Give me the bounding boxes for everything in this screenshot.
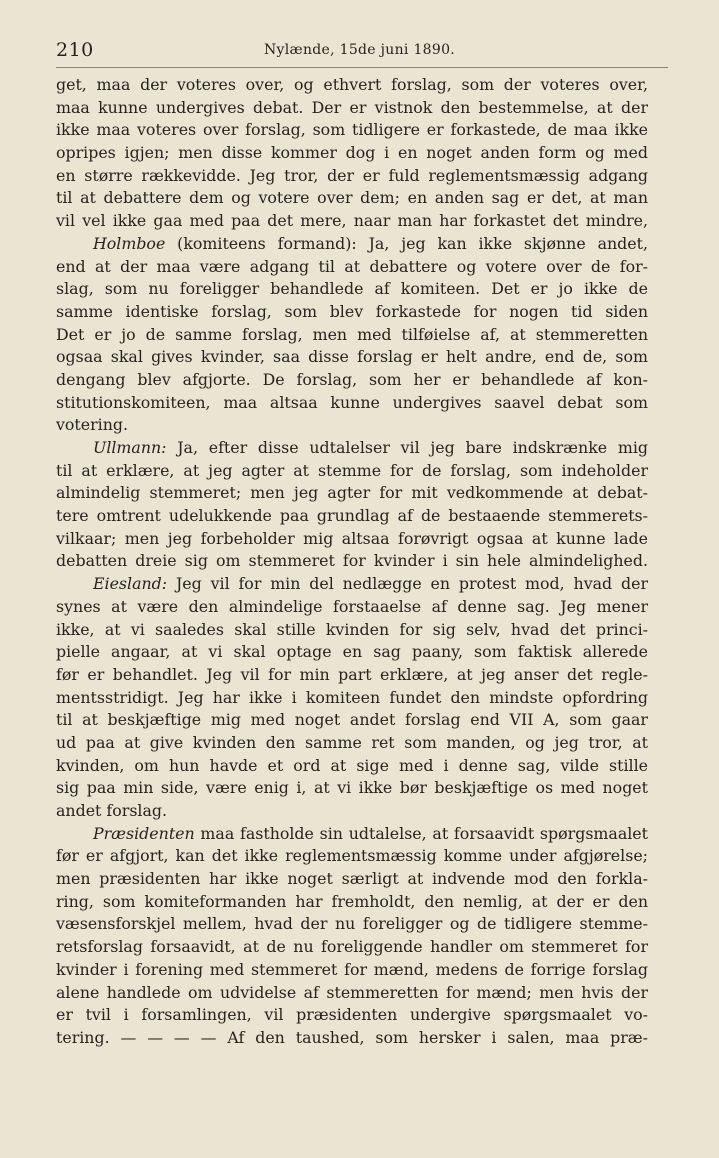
speaker-line xyxy=(56,437,648,460)
text-line xyxy=(56,256,648,279)
line-text: ikke maa voteres over forslag, som tidligere er forkastede, de maa ikke xyxy=(56,120,648,140)
line-text: pielle angaar, at vi skal optage en sag paany, som faktisk allerede xyxy=(56,642,648,662)
speaker-line xyxy=(56,823,648,846)
line-text: tere omtrent udelukkende paa grundlag af de bestaaende stemmerets- xyxy=(56,506,648,526)
line-text: opripes igjen; men disse kommer dog i en noget anden form og med xyxy=(56,143,648,163)
text-line xyxy=(56,982,648,1005)
running-title: Nylænde, 15de juni 1890. xyxy=(263,42,456,58)
text-line xyxy=(56,482,648,505)
text-line xyxy=(56,1027,648,1050)
line-text: vil vel ikke gaa med paa det mere, naar man har forkastet det mindre, xyxy=(56,211,648,231)
line-text: alene handlede om udvidelse af stemmeretten for mænd; men hvis der xyxy=(56,982,648,1002)
text-line xyxy=(56,913,648,936)
text-line xyxy=(56,800,648,823)
line-text: stitutionskomiteen, maa altsaa kunne undergives saavel debat som xyxy=(56,392,648,412)
line-text: andet forslag. xyxy=(56,801,168,820)
line-text: debatten dreie sig om stemmeret for kvinder i sin hele almindelighed. xyxy=(56,551,648,571)
text-line xyxy=(56,278,648,301)
text-line xyxy=(56,460,648,483)
text-line xyxy=(56,777,648,800)
text-line xyxy=(56,709,648,732)
text-line xyxy=(56,210,648,233)
text-line xyxy=(56,392,648,415)
text-line xyxy=(56,664,648,687)
body-text xyxy=(56,74,648,1050)
text-line xyxy=(56,891,648,914)
text-line xyxy=(56,369,648,392)
line-text: væsensforskjel mellem, hvad der nu foreligger og de tidligere stemme- xyxy=(56,914,648,934)
line-text: retsforslag forsaavidt, at de nu foreliggende handler om stemmeret for xyxy=(56,937,648,957)
line-text: votering. xyxy=(56,415,129,435)
line-text: er tvil i forsamlingen, vil præsidenten undergive spørgsmaalet vo- xyxy=(56,1005,648,1025)
line-text: almindelig stemmeret; men jeg agter for mit vedkommende at debat- xyxy=(56,483,648,503)
line-text: get, maa der voteres over, og ethvert forslag, som der voteres over, xyxy=(56,75,648,94)
line-text: sig paa min side, være enig i, at vi ikke bør beskjæftige os med noget xyxy=(56,778,648,798)
text-line xyxy=(56,505,648,528)
text-line xyxy=(56,596,648,619)
speaker-line xyxy=(56,573,648,596)
line-text: vilkaar; men jeg forbeholder mig altsaa forøvrigt ogsaa at kunne lade xyxy=(56,528,648,548)
line-text: kvinden, om hun havde et ord at sige med i denne sag, vilde stille xyxy=(56,755,648,775)
line-text: tering. — — — — Af den taushed, som hersker i salen, maa præ- xyxy=(56,1027,648,1047)
line-text: Ja, efter disse udtalelser vil jeg bare indskrænke mig xyxy=(166,438,648,457)
line-text: ogsaa skal gives kvinder, saa disse forslag er helt andre, end de, som xyxy=(56,347,648,367)
page-number: 210 xyxy=(56,39,94,61)
line-text: til at beskjæftige mig med noget andet forslag end VII A, som gaar xyxy=(56,710,648,730)
text-line xyxy=(56,619,648,642)
line-text: end at der maa være adgang til at debattere og votere over de for- xyxy=(56,256,648,276)
line-text: synes at være den almindelige forstaaelse af denne sag. Jeg mener xyxy=(56,596,648,616)
text-line xyxy=(56,1004,648,1027)
line-text: maa kunne undergives debat. Der er vistnok den bestemmelse, at der xyxy=(56,97,648,117)
text-line xyxy=(56,641,648,664)
speaker-name: Eiesland: xyxy=(93,574,168,594)
speaker-line xyxy=(56,233,648,256)
line-text: Jeg vil for min del nedlægge en protest mod, hvad der xyxy=(167,574,648,594)
line-text: mentsstridigt. Jeg har ikke i komiteen fundet den mindste opfordring xyxy=(56,687,648,707)
line-text: til at erklære, at jeg agter at stemme for de forslag, som indeholder xyxy=(56,460,648,480)
line-text: Det er jo de samme forslag, men med tilføielse af, at stemmeretten xyxy=(56,324,648,344)
text-line xyxy=(56,528,648,551)
line-text: dengang blev afgjorte. De forslag, som her er behandlede af kon- xyxy=(56,369,648,389)
text-line xyxy=(56,755,648,778)
line-text: før er behandlet. Jeg vil for min part erklære, at jeg anser det regle- xyxy=(56,664,648,684)
text-line xyxy=(56,165,648,188)
text-line xyxy=(56,74,648,97)
text-line xyxy=(56,346,648,369)
text-line xyxy=(56,301,648,324)
text-line xyxy=(56,868,648,891)
speaker-name: Ullmann: xyxy=(93,438,167,457)
text-line xyxy=(56,936,648,959)
text-line xyxy=(56,414,648,437)
line-text: kvinder i forening med stemmeret for mænd, medens de forrige forslag xyxy=(56,959,648,979)
line-text: ud paa at give kvinden den samme ret som manden, og jeg tror, at xyxy=(56,732,648,752)
speaker-name: Holmboe xyxy=(93,233,166,253)
header-rule xyxy=(56,67,668,68)
text-line xyxy=(56,959,648,982)
line-text: ikke, at vi saaledes skal stille kvinden for sig selv, hvad det princi- xyxy=(56,619,648,639)
text-line xyxy=(56,142,648,165)
text-line xyxy=(56,187,648,210)
line-text: men præsidenten har ikke noget særligt at indvende mod den forkla- xyxy=(56,869,648,889)
line-text: samme identiske forslag, som blev forkastede for nogen tid siden xyxy=(56,301,648,321)
line-text: (komiteens formand): Ja, jeg kan ikke skjønne andet, xyxy=(165,233,648,253)
line-text: maa fastholde sin udtalelse, at forsaavidt spørgsmaalet xyxy=(194,823,648,843)
line-text: til at debattere dem og votere over dem; en anden sag er det, at man xyxy=(56,188,648,208)
text-line xyxy=(56,119,648,142)
text-line xyxy=(56,97,648,120)
text-line xyxy=(56,687,648,710)
line-text: slag, som nu foreligger behandlede af komiteen. Det er jo ikke de xyxy=(56,279,648,299)
text-line xyxy=(56,550,648,573)
text-line xyxy=(56,845,648,868)
text-line xyxy=(56,732,648,755)
text-line xyxy=(56,324,648,347)
line-text: før er afgjort, kan det ikke reglementsmæssig komme under afgjørelse; xyxy=(56,846,648,866)
line-text: en større rækkevidde. Jeg tror, der er fuld reglementsmæssig adgang xyxy=(56,165,648,185)
speaker-name: Præsidenten xyxy=(93,823,195,843)
line-text: ring, som komiteformanden har fremholdt, den nemlig, at der er den xyxy=(56,891,648,911)
